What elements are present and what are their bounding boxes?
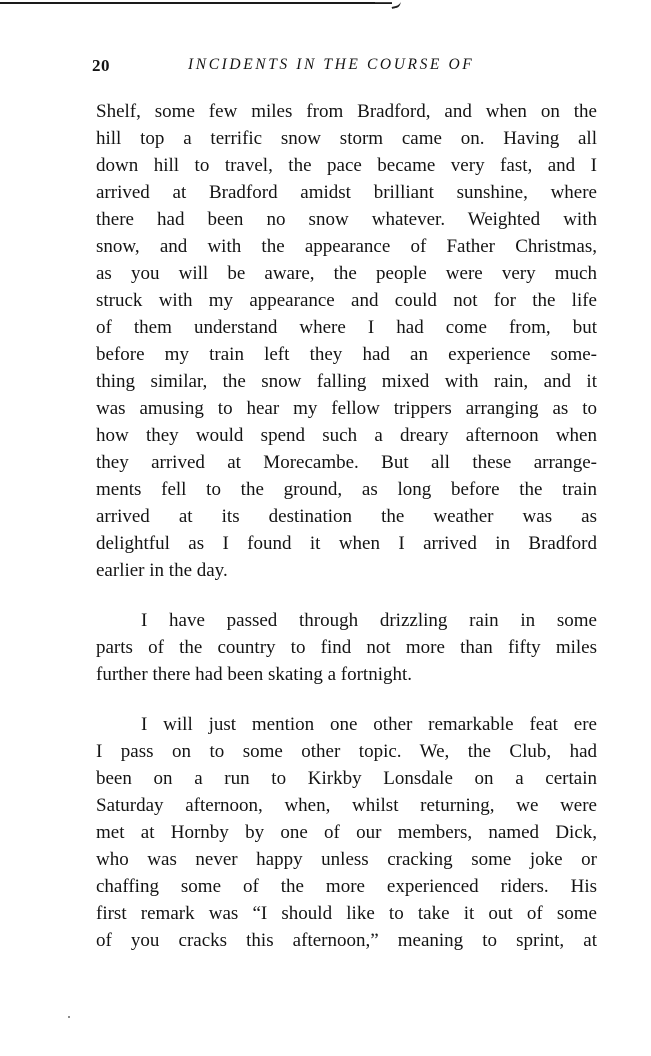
text-line: met at Hornby by one of our members, named Dick, (96, 822, 597, 843)
running-head (92, 56, 602, 78)
text-line: earlier in the day. (96, 560, 228, 581)
text-line: snow, and with the appearance of Father Christmas, (96, 236, 597, 257)
text-line: I pass on to some other topic. We, the Club, had (96, 741, 597, 762)
text-line: Saturday afternoon, when, whilst returning, we were (96, 795, 597, 816)
text-line: hill top a terrific snow storm came on. Having all (96, 128, 597, 149)
text-line: how they would spend such a dreary afternoon when (96, 425, 597, 446)
scan-mark (390, 0, 401, 9)
text-line: they arrived at Morecambe. But all these arrange- (96, 452, 597, 473)
text-line: there had been no snow whatever. Weighted with (96, 209, 597, 230)
paragraph-3 (96, 711, 597, 954)
paragraph-gap (96, 688, 597, 711)
text-line: thing similar, the snow falling mixed with rain, and it (96, 371, 597, 392)
text-line: first remark was “I should like to take it out of some (96, 903, 597, 924)
paragraph-1 (96, 98, 597, 584)
text-line: ments fell to the ground, as long before the train (96, 479, 597, 500)
text-line: was amusing to hear my fellow trippers arranging as to (96, 398, 597, 419)
body-text (96, 98, 597, 954)
text-line: before my train left they had an experience some- (96, 344, 597, 365)
text-line: I will just mention one other remarkable feat ere (141, 714, 597, 735)
text-line: I have passed through drizzling rain in some (141, 610, 597, 631)
text-line: parts of the country to find not more than fifty miles (96, 637, 597, 658)
text-line: who was never happy unless cracking some joke or (96, 849, 597, 870)
text-line: of them understand where I had come from, but (96, 317, 597, 338)
text-line: arrived at its destination the weather was as (96, 506, 597, 527)
paragraph-gap (96, 584, 597, 607)
paragraph-2 (96, 607, 597, 688)
text-line: as you will be aware, the people were very much (96, 263, 597, 284)
text-line: further there had been skating a fortnight. (96, 664, 413, 685)
text-line: delightful as I found it when I arrived in Bradford (96, 533, 597, 554)
running-title: INCIDENTS IN THE COURSE OF (188, 56, 475, 73)
page-number: 20 (92, 56, 110, 75)
text-line: struck with my appearance and could not for the life (96, 290, 597, 311)
text-line: Shelf, some few miles from Bradford, and when on the (96, 101, 597, 122)
text-line: arrived at Bradford amidst brilliant sunshine, where (96, 182, 597, 203)
text-line: chaffing some of the more experienced riders. His (96, 876, 597, 897)
text-line: been on a run to Kirkby Lonsdale on a certain (96, 768, 597, 789)
scan-speck (68, 1016, 70, 1018)
text-line: down hill to travel, the pace became very fast, and I (96, 155, 597, 176)
scan-edge-rule (0, 2, 392, 4)
text-line: of you cracks this afternoon,” meaning to sprint, at (96, 930, 597, 951)
